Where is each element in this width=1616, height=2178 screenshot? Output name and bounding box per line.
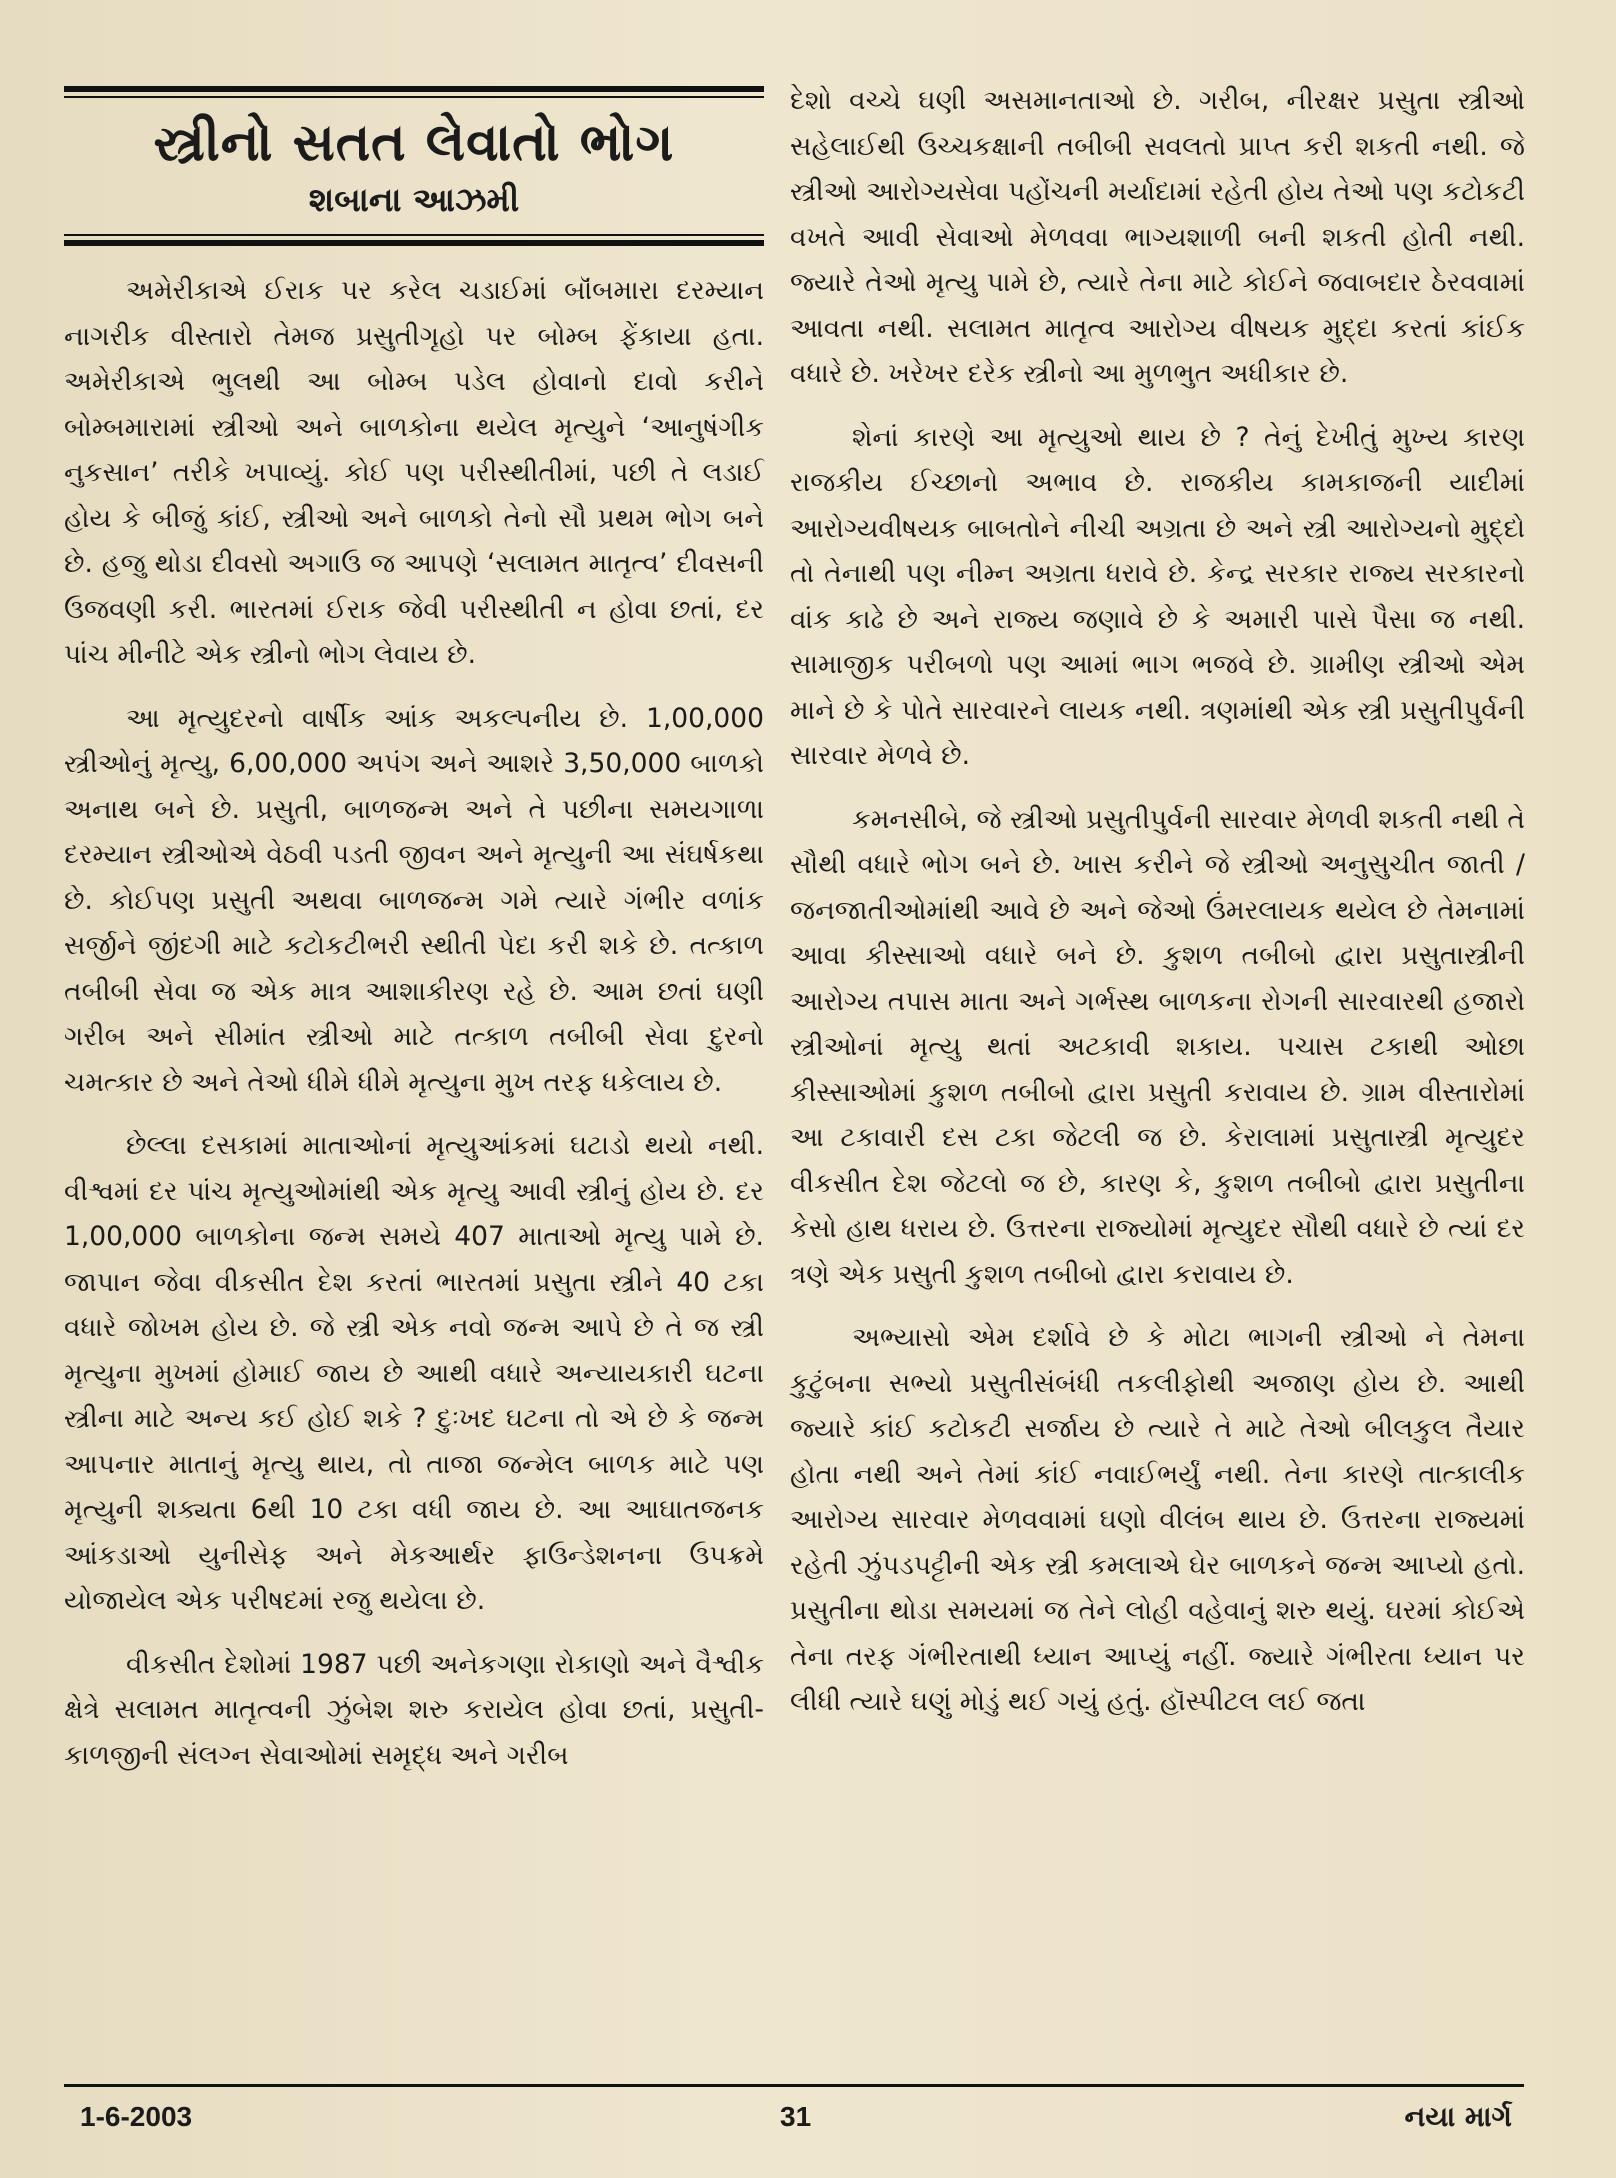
footer-rule bbox=[64, 2084, 1524, 2087]
article-author: શબાના આઝમી bbox=[308, 180, 520, 219]
magazine-name: નયા માર્ગ bbox=[1404, 2100, 1512, 2133]
paragraph: અમેરીકાએ ઈરાક પર કરેલ ચડાઈમાં બૉંબમારા દરમ્યાન નાગરીક વીસ્તારો તેમજ પ્રસુતીગૃહો પર બોમ્બ ફેંકાયા હતા. અમેરીકાએ ભુલથી આ બોમ્બ પડેલ હોવાનો દાવો કરીને બોમ્બમારામાં સ્ત્રીઓ અને બાળકોના થયેલ મૃત્યુને ‘આનુષંગીક નુકસાન’ તરીકે ખપાવ્યું. કોઈ પણ પરીસ્થીતીમાં, પછી તે લડાઈ હોય કે બીજું કાંઈ, સ્ત્રીઓ અને બાળકો તેનો સૌ પ્રથમ ભોગ બને છે. હજુ થોડા દીવસો અગાઉ જ આપણે ‘સલામત માતૃત્વ’ દીવસની ઉજવણી કરી. ભારતમાં ઈરાક જેવી પરીસ્થીતી ન હોવા છતાં, દર પાંચ મીનીટે એક સ્ત્રીનો ભોગ લેવાય છે. bbox=[64, 275, 764, 670]
left-column bbox=[64, 86, 764, 1796]
page-number: 31 bbox=[780, 2101, 812, 2132]
paragraph-continued: દેશો વચ્ચે ઘણી અસમાનતાઓ છે. ગરીબ, નીરક્ષર પ્રસુતા સ્ત્રીઓ સહેલાઈથી ઉચ્ચકક્ષાની તબીબી સવલતો પ્રાપ્ત કરી શકતી નથી. જે સ્ત્રીઓ આરોગ્યસેવા પહોંચની મર્યાદામાં રહેતી હોય તેઓ પણ કટોકટી વખતે આવી સેવાઓ મેળવવા ભાગ્યશાળી બની શકતી હોતી નથી. જ્યારે તેઓ મૃત્યુ પામે છે, ત્યારે તેના માટે કોઈને જવાબદાર ઠેરવવામાં આવતા નથી. સલામત માતૃત્વ આરોગ્ય વીષયક મુદ્દા કરતાં કાંઈક વધારે છે. ખરેખર દરેક સ્ત્રીનો આ મુળભુત અધીકાર છે. bbox=[790, 85, 1525, 389]
paragraph: અભ્યાસો એમ દર્શાવે છે કે મોટા ભાગની સ્ત્રીઓ ને તેમના કુટુંબના સભ્યો પ્રસુતીસંબંધી તકલીફોથી અજાણ હોય છે. આથી જ્યારે કાંઈ કટોકટી સર્જાય છે ત્યારે તે માટે તેઓ બીલકુલ તૈયાર હોતા નથી અને તેમાં કાંઈ નવાઈભર્યું નથી. તેના કારણે તાત્કાલીક આરોગ્ય સારવાર મેળવવામાં ઘણો વીલંબ થાય છે. ઉત્તરના રાજ્યમાં રહેતી ઝુંપડપટ્ટીની એક સ્ત્રી કમલાએ ઘેર બાળકને જન્મ આપ્યો હતો. પ્રસુતીના થોડા સમયમાં જ તેને લોહી વહેવાનું શરુ થયું. ઘરમાં કોઈએ તેના તરફ ગંભીરતાથી ધ્યાન આપ્યું નહીં. જ્યારે ગંભીરતા ધ્યાન પર લીધી ત્યારે ઘણું મોડું થઈ ગયું હતું. હૉસ્પીટલ લઈ જતા bbox=[790, 1322, 1525, 1717]
right-column bbox=[790, 86, 1525, 1743]
title-top-rule bbox=[64, 86, 764, 92]
footer-date: 1-6-2003 bbox=[80, 2101, 193, 2132]
paragraph: કમનસીબે, જે સ્ત્રીઓ પ્રસુતીપુર્વની સારવાર મેળવી શકતી નથી તે સૌથી વધારે ભોગ બને છે. ખાસ કરીને જે સ્ત્રીઓ અનુસુચીત જાતી / જનજાતીઓમાંથી આવે છે અને જેઓ ઉંમરલાયક થયેલ છે તેમનામાં આવા કીસ્સાઓ વધારે બને છે. કુશળ તબીબો દ્વારા પ્રસુતાસ્ત્રીની આરોગ્ય તપાસ માતા અને ગર્ભસ્થ બાળકના રોગની સારવારથી હજારો સ્ત્રીઓનાં મૃત્યુ થતાં અટકાવી શકાય. પચાસ ટકાથી ઓછા કીસ્સાઓમાં કુશળ તબીબો દ્વારા પ્રસુતી કરાવાય છે. ગ્રામ વીસ્તારોમાં આ ટકાવારી દસ ટકા જેટલી જ છે. કેરાલામાં પ્રસુતાસ્ત્રી મૃત્યુદર વીકસીત દેશ જેટલો જ છે, કારણ કે, કુશળ તબીબો દ્વારા પ્રસુતીના કેસો હાથ ધરાય છે. ઉત્તરના રાજ્યોમાં મૃત્યુદર સૌથી વધારે છે ત્યાં દર ત્રણે એક પ્રસુતી કુશળ તબીબો દ્વારા કરાવાય છે. bbox=[790, 803, 1525, 1290]
article-title: સ્ત્રીનો સતત લેવાતો ભોગ bbox=[153, 113, 675, 173]
title-bottom-rule bbox=[64, 240, 764, 246]
paragraph: આ મૃત્યુદરનો વાર્ષીક આંક અકલ્પનીય છે. 1,00,000 સ્ત્રીઓનું મૃત્યુ, 6,00,000 અપંગ અને આશરે 3,50,000 બાળકો અનાથ બને છે. પ્રસુતી, બાળજન્મ અને તે પછીના સમયગાળા દરમ્યાન સ્ત્રીઓએ વેઠવી પડતી જીવન અને મૃત્યુની આ સંઘર્ષકથા છે. કોઈપણ પ્રસુતી અથવા બાળજન્મ ગમે ત્યારે ગંભીર વળાંક સર્જીને જીંદગી માટે કટોકટીભરી સ્થીતી પેદા કરી શકે છે. તત્કાળ તબીબી સેવા જ એક માત્ર આશાકીરણ રહે છે. આમ છતાં ઘણી ગરીબ અને સીમાંત સ્ત્રીઓ માટે તત્કાળ તબીબી સેવા દુરનો ચમત્કાર છે અને તેઓ ધીમે ધીમે મૃત્યુના મુખ તરફ ધકેલાય છે. bbox=[64, 702, 764, 1098]
title-bottom-thin-rule bbox=[64, 234, 764, 236]
paragraph: વીકસીત દેશોમાં 1987 પછી અનેકગણા રોકાણો અને વૈશ્વીક ક્ષેત્રે સલામત માતૃત્વની ઝુંબેશ શરુ કરાયેલ હોવા છતાં, પ્રસુતી-કાળજીની સંલગ્ન સેવાઓમાં સમૃદ્ધ અને ગરીબ bbox=[64, 1648, 764, 1771]
title-top-thin-rule bbox=[64, 96, 764, 98]
paragraph: છેલ્લા દસકામાં માતાઓનાં મૃત્યુઆંકમાં ઘટાડો થયો નથી. વીશ્વમાં દર પાંચ મૃત્યુઓમાંથી એક મૃત્યુ આવી સ્ત્રીનું હોય છે. દર 1,00,000 બાળકોના જન્મ સમયે 407 માતાઓ મૃત્યુ પામે છે. જાપાન જેવા વીકસીત દેશ કરતાં ભારતમાં પ્રસુતા સ્ત્રીને 40 ટકા વધારે જોખમ હોય છે. જે સ્ત્રી એક નવો જન્મ આપે છે તે જ સ્ત્રી મૃત્યુના મુખમાં હોમાઈ જાય છે આથી વધારે અન્યાયકારી ઘટના સ્ત્રીના માટે અન્ય કઈ હોઈ શકે ? દુઃખદ ઘટના તો એ છે કે જન્મ આપનાર માતાનું મૃત્યુ થાય, તો તાજા જન્મેલ બાળક માટે પણ મૃત્યુની શક્યતા 6થી 10 ટકા વધી જાય છે. આ આઘાતજનક આંકડાઓ યુનીસેફ અને મેકઆર્થર ફાઉન્ડેશનના ઉપક્રમે યોજાયેલ એક પરીષદમાં રજુ થયેલા છે. bbox=[64, 1130, 764, 1616]
paragraph: શેનાં કારણે આ મૃત્યુઓ થાય છે ? તેનું દેખીતું મુખ્ય કારણ રાજકીય ઈચ્છાનો અભાવ છે. રાજકીય કામકાજની યાદીમાં આરોગ્યવીષયક બાબતોને નીચી અગ્રતા છે અને સ્ત્રી આરોગ્યનો મુદ્દો તો તેનાથી પણ નીમ્ન અગ્રતા ધરાવે છે. કેન્દ્ર સરકાર રાજ્ય સરકારનો વાંક કાઢે છે અને રાજ્ય જણાવે છે કે અમારી પાસે પૈસા જ નથી. સામાજીક પરીબળો પણ આમાં ભાગ ભજવે છે. ગ્રામીણ સ્ત્રીઓ એમ માને છે કે પોતે સારવારને લાયક નથી. ત્રણમાંથી એક સ્ત્રી પ્રસુતીપુર્વની સારવાર મેળવે છે. bbox=[790, 421, 1525, 771]
